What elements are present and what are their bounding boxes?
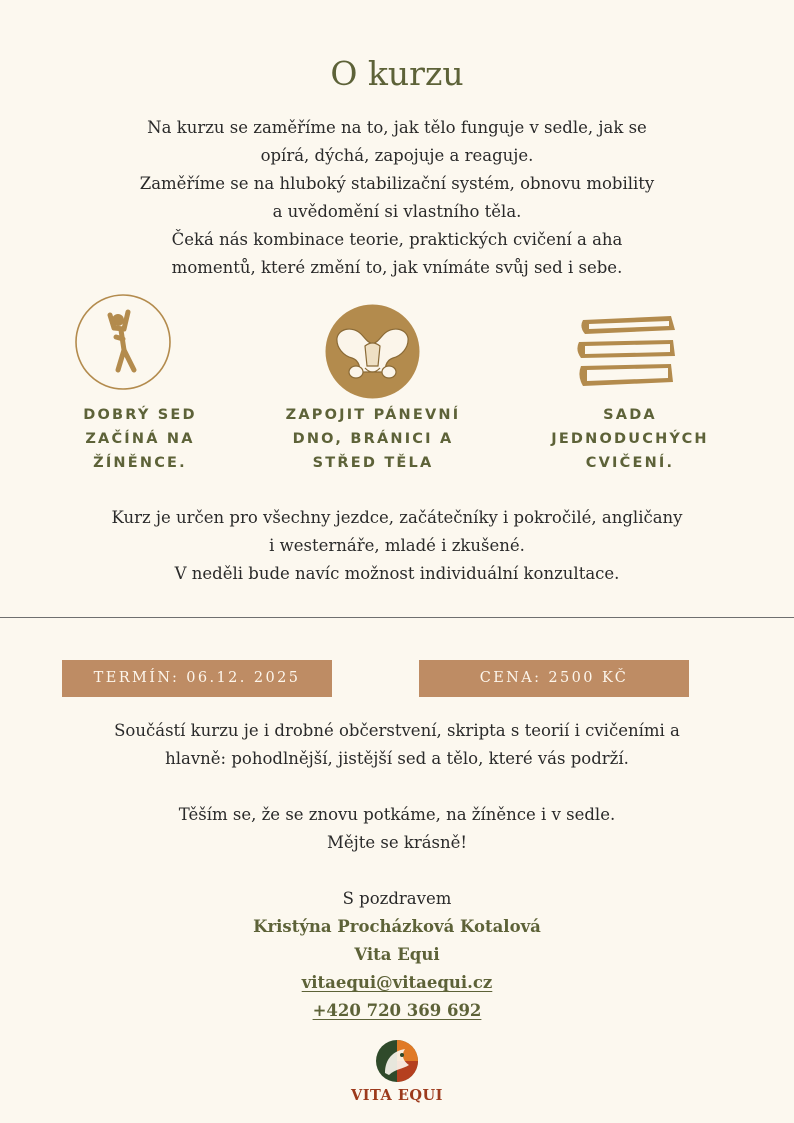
signature-name: Kristýna Procházková Kotalová [253,917,541,936]
phone-link[interactable]: +420 720 369 692 [312,1001,482,1020]
audience-paragraph [70,504,724,588]
signature-block [70,885,724,1025]
intro-line: opírá, dýchá, zapojuje a reaguje. [260,146,534,165]
logo-text: VITA EQUI [351,1087,443,1104]
intro-line: momentů, které změní to, jak vnímáte svůj sed i sebe. [171,258,623,277]
email-link[interactable]: vitaequi@vitaequi.cz [301,973,493,992]
feature-label-line: JEDNODUCHÝCH [551,431,709,447]
feature-label-line: ZAPOJIT PÁNEVNÍ [285,407,461,423]
audience-line: i westernáře, mladé i zkušené. [269,536,525,555]
intro-line: Čeká nás kombinace teorie, praktických cvičení a aha [171,230,623,249]
pelvis-icon [325,304,420,399]
intro-line: Na kurzu se zaměříme na to, jak tělo funguje v sedle, jak se [147,118,647,137]
feature-label-line: STŘED TĚLA [312,455,434,471]
feature-label-good-seat [40,403,240,475]
signature-company: Vita Equi [354,945,440,964]
stretching-person-icon [74,293,172,391]
closing-line: Mějte se krásně! [326,833,468,852]
closing-line: Těším se, že se znovu potkáme, na žíněnce i v sedle. [178,805,616,824]
feature-label-line: CVIČENÍ. [585,455,675,471]
feature-label-pelvic-floor [253,403,493,475]
books-stack-icon [575,310,683,392]
section-divider [0,617,794,618]
feature-label-exercises [530,403,730,475]
details-paragraph [70,717,724,773]
vita-equi-logo-icon [375,1039,419,1083]
audience-line: V neděli bude navíc možnost individuální konzultace. [174,564,620,583]
feature-label-line: ZAČÍNÁ NA [85,431,195,447]
closing-paragraph [70,801,724,857]
details-line: Součástí kurzu je i drobné občerstvení, skripta s teorií i cvičeními a [114,721,680,740]
page-title: O kurzu [330,54,464,93]
signature-greeting: S pozdravem [342,889,452,908]
feature-label-line: SADA [603,407,657,423]
date-badge: TERMÍN: 06.12. 2025 [62,660,332,697]
intro-line: a uvědomění si vlastního těla. [272,202,522,221]
audience-line: Kurz je určen pro všechny jezdce, začátečníky i pokročilé, angličany [111,508,683,527]
feature-label-line: DOBRÝ SED [83,407,197,423]
feature-label-line: ŽÍNĚNCE. [93,455,187,471]
intro-line: Zaměříme se na hluboký stabilizační systém, obnovu mobility [139,174,655,193]
price-badge: CENA: 2500 KČ [419,660,689,697]
details-line: hlavně: pohodlnější, jistější sed a tělo, které vás podrží. [165,749,629,768]
intro-paragraph [97,114,697,282]
feature-label-line: DNO, BRÁNICI A [292,431,454,447]
